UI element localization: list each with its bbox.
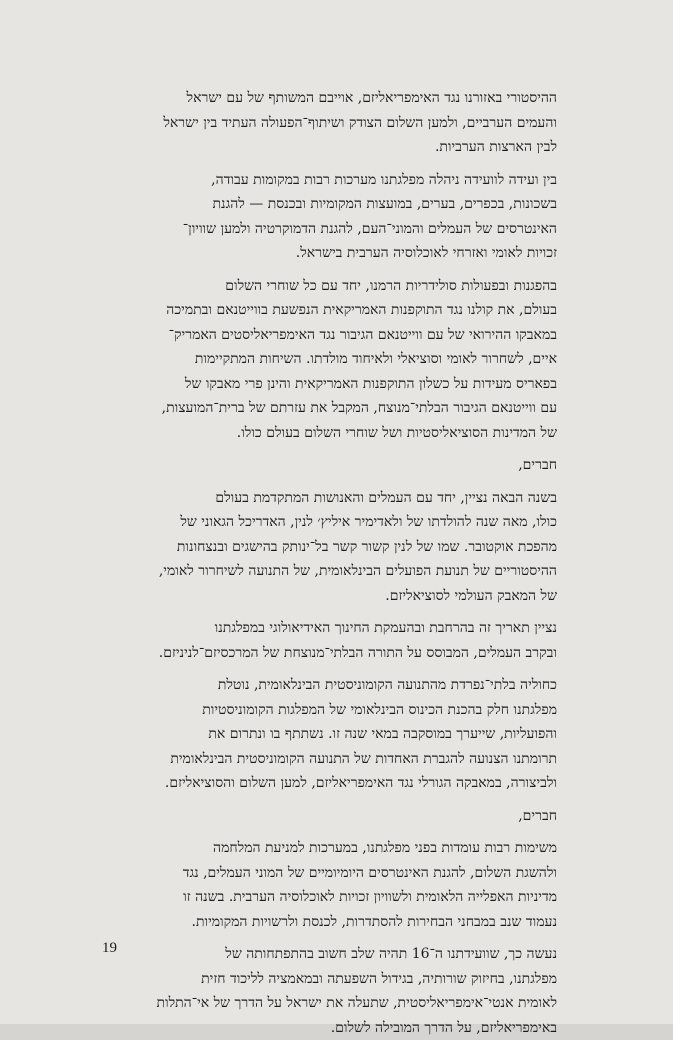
body-text [100, 86, 571, 1040]
text-line: בעולם, את קולנו נגד התוקפנות האמריקאית הנפשעת בווייטנאם ובתמיכה [100, 298, 571, 323]
text-line: לאומית אנטי־אימפריאליסטית, שתעלה את ישראל על הדרך של אי־התלות [100, 991, 571, 1016]
text-line: ולביצורה, במאבקה הגורלי נגד האימפריאליזם, למען השלום והסוציאליזם. [100, 771, 571, 796]
text-line: ולהשגת השלום, להגנת האינטרסים היומיומיים של המוני העמלים, נגד [100, 861, 571, 886]
text-line: נעמוד שנב במבחני הבחירות להסתדרות, לכנסת ולרשויות המקומיות. [100, 910, 571, 935]
text-line: מפלגתנו חלק בהכנת הכינוס הבינלאומי של המפלגות הקומוניסטיות [100, 698, 571, 723]
text-line: ובקרב העמלים, המבוסס על התורה הבלתי־מנוצחת של המרכסיזם־לניניזם. [100, 641, 571, 666]
text-line: מדיניות האפלייה הלאומית ולשוויון זכויות לאוכלוסיה הערבית. בשנה זו [100, 885, 571, 910]
text-line: חברים, [518, 457, 557, 473]
text-line: בשנה הבאה נציין, יחד עם העמלים והאנושות המתקדמת בעולם [100, 486, 571, 511]
text-line: של המאבק העולמי לסוציאליזם. [100, 584, 571, 609]
paragraph [100, 86, 571, 160]
text-line: תרומתנו הצנועה להגברת האחדות של התנועה הקומוניסטית הבינלאומית [100, 747, 571, 772]
text-line: של המדינות הסוציאליסטיות ושל שוחרי השלום בעולם כולו. [100, 421, 571, 446]
text-line: זכויות לאומי ואזרחי לאוכלוסיה הערבית בישראל. [100, 241, 571, 266]
text-line: לבין הארצות הערביות. [100, 135, 571, 160]
text-line: כולו, מאה שנה להולדתו של ולאדימיר איליץ׳ לנין, האדריכל הגאוני של [100, 510, 571, 535]
text-line: ההיסטורי באזורנו נגד האימפריאליזם, אוייבם המשותף של עם ישראל [100, 86, 571, 111]
text-line: בין ועידה לוועידה ניהלה מפלגתנו מערכות רבות במקומות עבודה, [100, 168, 571, 193]
text-line: בפאריס מעידות על כשלון התוקפנות האמריקאית והינן פרי מאבקו של [100, 372, 571, 397]
text-line: בהפגנות ובפעולות סולידריות הרמנו, יחד עם כל שוחרי השלום [100, 274, 571, 299]
text-line: כחוליה בלתי־נפרדת מהתנועה הקומוניסטית הבינלאומית, נוטלת [100, 673, 571, 698]
text-line: מפלגתנו, בחיזוק שורותיה, בגידול השפעתה ובמאמציה לליכוד חזית [100, 967, 571, 992]
text-line: נציין תאריך זה בהרחבת ובהעמקת החינוך האידיאולוגי במפלגתנו [100, 616, 571, 641]
salutation [100, 804, 571, 829]
salutation [100, 453, 571, 478]
text-line: איים, לשחרור לאומי וסוציאלי ולאיחוד מולדתו. השיחות המתקיימות [100, 347, 571, 372]
paragraph [100, 486, 571, 609]
text-line: נעשה כך, שוועידתנו ה־16 תהיה שלב חשוב בהתפתחותה של [100, 942, 571, 967]
text-line: מהפכת אוקטובר. שמו של לנין קשור קשר בל־ינותק בהישגים ובנצחונות [100, 535, 571, 560]
text-line: באימפריאליזם, על הדרך המובילה לשלום. [100, 1016, 571, 1040]
text-line: חברים, [518, 808, 557, 824]
page-number: 19 [102, 940, 117, 957]
text-line: והעמים הערביים, ולמען השלום הצודק ושיתוף־הפעולה העתיד בין ישראל [100, 111, 571, 136]
paragraph [100, 616, 571, 665]
text-line: והפועליות, שייערך במוסקבה במאי שנה זו. נשתתף בו ונתרום את [100, 722, 571, 747]
paragraph [100, 274, 571, 446]
paragraph [100, 942, 571, 1040]
text-line: במאבקו ההירואי של עם ווייטנאם הגיבור נגד האימפריאליסטים האמריק־ [100, 323, 571, 348]
paragraph [100, 836, 571, 934]
paragraph [100, 168, 571, 266]
text-line: האינטרסים של העמלים והמוני־העם, להגנת הדמוקרטיה ולמען שוויון־ [100, 217, 571, 242]
paragraph [100, 673, 571, 796]
text-line: משימות רבות עומדות בפני מפלגתנו, במערכות למניעת המלחמה [100, 836, 571, 861]
text-line: עם ווייטנאם הגיבור הבלתי־מנוצח, המקבל את עזרתם של ברית־המועצות, [100, 396, 571, 421]
text-line: ההיסטוריים של תנועת הפועלים הבינלאומית, של התנועה לשיחרור לאומי, [100, 559, 571, 584]
text-line: בשכונות, בכפרים, בערים, במועצות המקומיות ובכנסת — להגנת [100, 192, 571, 217]
